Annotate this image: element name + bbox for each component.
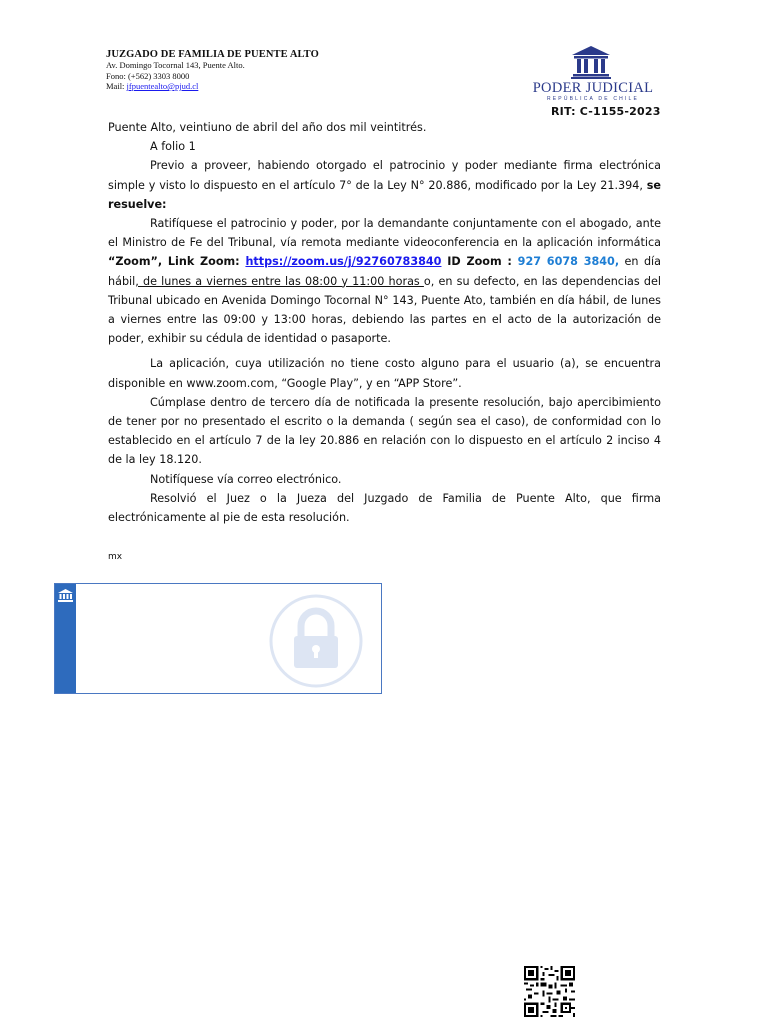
- resolution-body: [108, 118, 661, 527]
- logo-name: PODER JUDICIAL: [532, 80, 654, 96]
- p1-resolve: se resuelve:: [108, 178, 661, 211]
- zoom-link[interactable]: https://zoom.us/j/92760783840: [245, 255, 442, 269]
- qr-code: [524, 966, 575, 1017]
- poder-judicial-logo: [526, 45, 656, 103]
- p2-intro: Ratifíquese el patrocinio y poder, por la demandante conjuntamente con el abogado, ante el Ministro de Fe del Tribunal, vía remota mediante videoconferencia en la aplicación informática: [108, 217, 661, 250]
- p1-text: Previo a proveer, habiendo otorgado el patrocinio y poder mediante firma electrónica simple y visto lo dispuesto en el artículo 7° de la Ley N° 20.886, modificado por la Ley 21.394,: [108, 159, 661, 192]
- initials: mx: [108, 552, 123, 562]
- courthouse-icon: [58, 589, 73, 602]
- p2-schedule: , de lunes a viernes entre las 08:00 y 11:00 horas: [135, 274, 424, 288]
- p2-rest: o, en su defecto, en las dependencias del Tribunal ubicado en Avenida Domingo Tocornal N° 143, Puente Ato, también en día hábil, de lunes a viernes entre las 09:00 y 13:00 horas, debiendo las partes en el acto de la autorización de poder, exhibir su cédula de identidad o pasaporte.: [108, 274, 661, 346]
- zoom-id: 927 6078 3840,: [517, 255, 620, 269]
- paragraph-notifiquese: Notifíquese vía correo electrónico.: [150, 472, 342, 486]
- p2-link-label: Link Zoom:: [162, 255, 246, 269]
- court-name: JUZGADO DE FAMILIA DE PUENTE ALTO: [106, 49, 319, 60]
- date-line: Puente Alto, veintiuno de abril del año dos mil veintitrés.: [108, 121, 427, 134]
- p2-dia-habil: en día hábil: [108, 255, 662, 288]
- court-phone: Fono: (+562) 3303 8000: [106, 70, 190, 81]
- rit-number: RIT: C-1155-2023: [551, 105, 661, 118]
- courthouse-icon: [570, 45, 612, 79]
- signature-sidebar: [55, 584, 76, 693]
- paragraph-app-info: La aplicación, cuya utilización no tiene costo alguno para el usuario (a), se encuentra disponible en www.zoom.com, “Google Play”, y en “APP Store”.: [108, 357, 661, 390]
- p2-id-label: ID Zoom :: [441, 255, 518, 269]
- paragraph-resolvio: Resolvió el Juez o la Jueza del Juzgado de Familia de Puente Alto, que firma electrónicamente al pie de esta resolución.: [108, 491, 661, 525]
- p2-zoom-label: “Zoom”,: [108, 255, 163, 269]
- mail-label: Mail:: [106, 81, 125, 91]
- paragraph-ratification: [108, 214, 661, 348]
- court-header: [106, 49, 319, 92]
- electronic-signature-box: [54, 583, 382, 694]
- paragraph-patrocinio: [108, 156, 661, 214]
- lock-icon: [268, 593, 364, 689]
- court-mail-line: [106, 81, 319, 92]
- logo-subtitle: REPÚBLICA DE CHILE: [546, 96, 640, 102]
- court-address: Av. Domingo Tocornal 143, Puente Alto.: [106, 60, 245, 70]
- mail-link[interactable]: jfpuentealto@pjud.cl: [126, 81, 199, 91]
- paragraph-cumplase: Cúmplase dentro de tercero día de notificada la presente resolución, bajo apercibimiento de tener por no presentado el escrito o la demanda ( según sea el caso), de conformidad con lo establecido en el artículo 7 de la ley 20.886 en relación con lo dispuesto en el artículo 2 inciso 4 de la ley 18.120.: [108, 395, 661, 467]
- folio-line: A folio 1: [150, 140, 196, 154]
